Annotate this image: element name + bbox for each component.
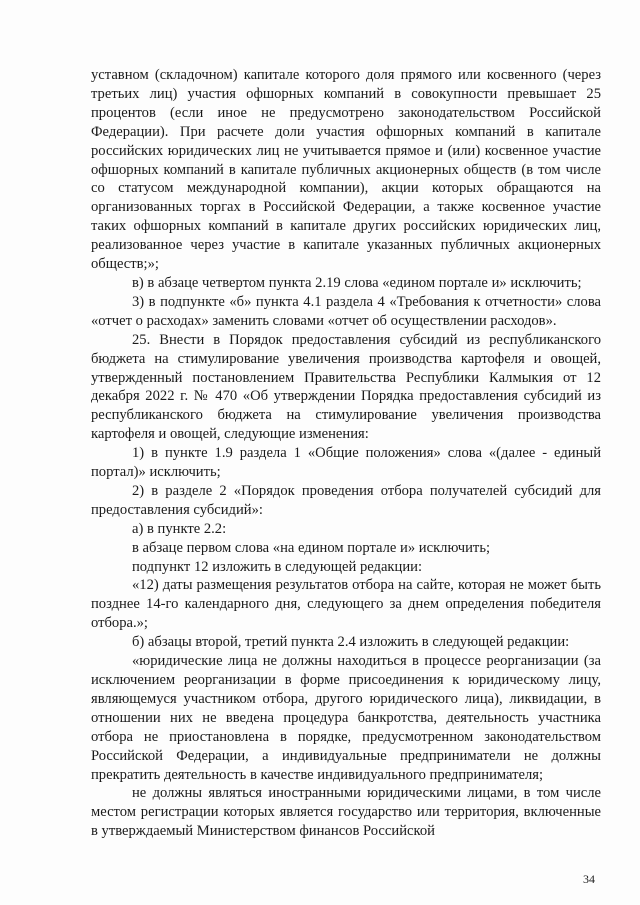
paragraph: б) абзацы второй, третий пункта 2.4 изложить в следующей редакции: — [132, 634, 570, 651]
paragraph: «юридические лица не должны находиться в процессе реорганизации (за исключением реорганизации в форме присоединения к юридическому лицу, являющемуся участником отбора, другого юридического лица), ликвидации, в отношении них не введена процедура банкротства, деятельность участника отбора не приостановлена в порядке, предусмотренном законодательством Российской Федерации, а индивидуальные предприниматели не должны прекратить деятельность в качестве индивидуального предпринимателя; — [91, 653, 601, 783]
paragraph: 25. Внести в Порядок предоставления субсидий из республиканского бюджета на стимулирование увеличения производства картофеля и овощей, утвержденный постановлением Правительства Республики Калмыкия от 12 декабря 2022 г. № 470 «Об утверждении Порядка предоставления субсидий из республиканского бюджета на стимулирование увеличения производства картофеля и овощей, следующие изменения: — [91, 331, 601, 443]
paragraph: уставном (складочном) капитале которого доля прямого или косвенного (через третьих лиц) участия офшорных компаний в совокупности превышает 25 процентов (если иное не предусмотрено законодательством Российской Федерации). При расчете доли участия офшорных компаний в капитале российских юридических лиц не учитывается прямое и (или) косвенное участие офшорных компаний в капитале публичных акционерных обществ (в том числе со статусом международной компании), акции которых обращаются на организованных торгах в Российской Федерации, а также косвенное участие таких офшорных компаний в капитале других российских юридических лиц, реализованное через участие в капитале указанных публичных акционерных обществ;»; — [91, 67, 601, 273]
document-body — [91, 66, 601, 841]
paragraph: подпункт 12 изложить в следующей редакции: — [132, 558, 423, 575]
paragraph: 2) в разделе 2 «Порядок проведения отбора получателей субсидий для предоставления субсидий»: — [91, 482, 601, 518]
paragraph: в абзаце первом слова «на едином портале и» исключить; — [132, 539, 491, 556]
paragraph: а) в пункте 2.2: — [132, 520, 227, 537]
paragraph: «12) даты размещения результатов отбора на сайте, которая не может быть позднее 14-го календарного дня, следующего за днем определения победителя отбора.»; — [91, 577, 601, 632]
paragraph: 3) в подпункте «б» пункта 4.1 раздела 4 «Требования к отчетности» слова «отчет о расходах» заменить словами «отчет об осуществлении расходов». — [91, 293, 601, 329]
page-number: 34 — [583, 872, 595, 886]
paragraph: не должны являться иностранными юридическими лицами, в том числе местом регистрации которых является государство или территория, включенные в утверждаемый Министерством финансов Российской — [91, 785, 601, 840]
paragraph: 1) в пункте 1.9 раздела 1 «Общие положения» слова «(далее - единый портал)» исключить; — [91, 445, 601, 481]
paragraph: в) в абзаце четвертом пункта 2.19 слова «едином портале и» исключить; — [132, 274, 582, 291]
